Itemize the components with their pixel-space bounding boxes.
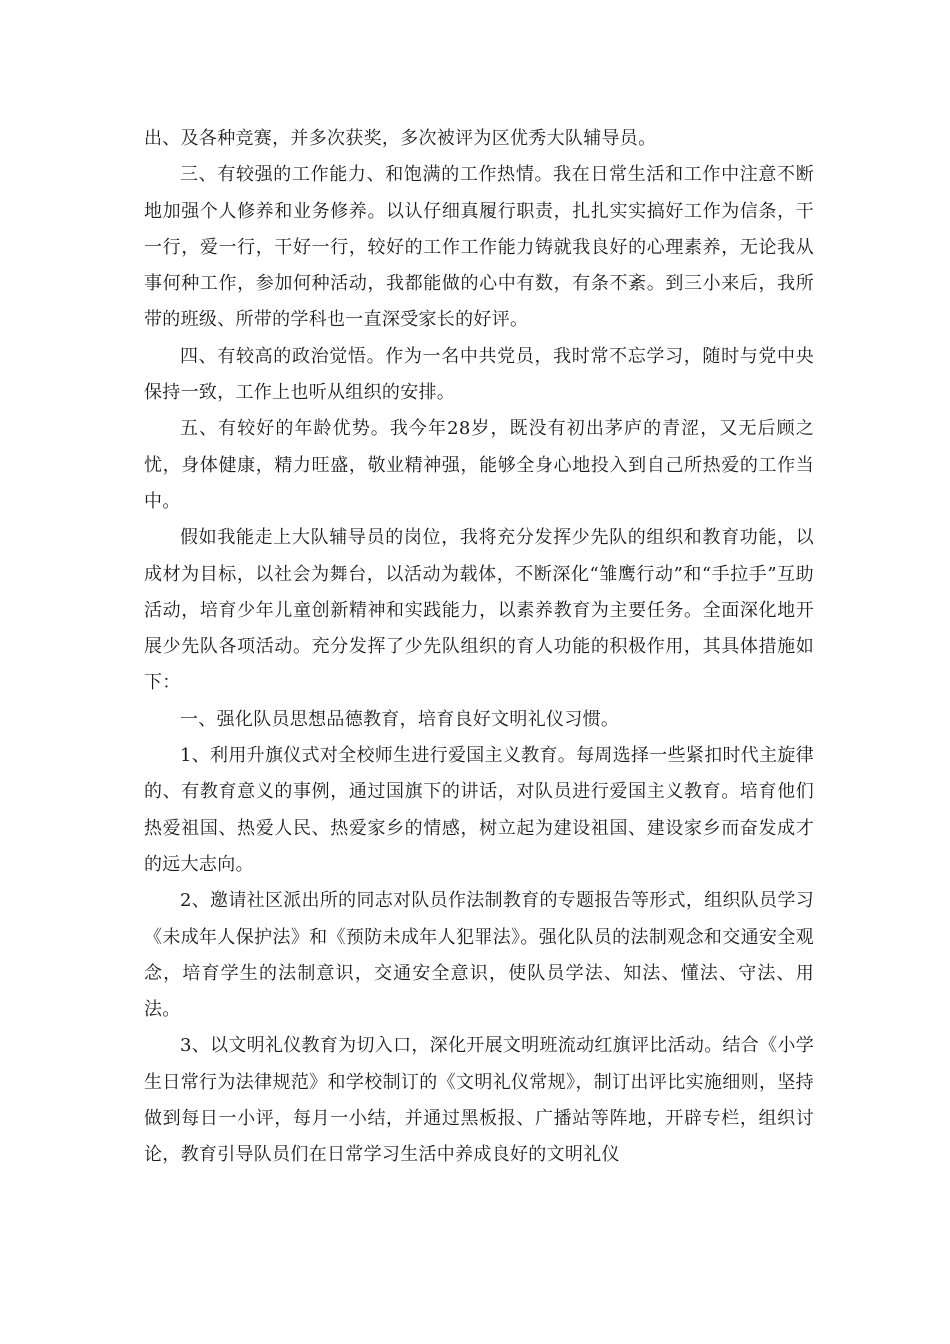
section-heading-moral-education: 一、强化队员思想品德教育，培育良好文明礼仪习惯。 bbox=[180, 708, 620, 730]
paragraph-measure-1: 1、利用升旗仪式对全校师生进行爱国主义教育。每周选择一些紧扣时代主旋律的、有教育意义的事例，通过国旗下的讲话，对队员进行爱国主义教育。培育他们热爱祖国、热爱人民、热爱家乡的情感，树立起为建设祖国、建设家乡而奋发成才的远大志向。 bbox=[144, 745, 814, 875]
paragraph-continued: 出、及各种竞赛，并多次获奖，多次被评为区优秀大队辅导员。 bbox=[144, 128, 657, 149]
paragraph-plan-intro: 假如我能走上大队辅导员的岗位，我将充分发挥少先队的组织和教育功能，以成材为目标，以社会为舞台，以活动为载体，不断深化“雏鹰行动”和“手拉手”互助活动，培育少年儿童创新精神和实践能力，以素养教育为主要任务。全面深化地开展少先队各项活动。充分发挥了少先队组织的育人功能的积极作用，其具体措施如下： bbox=[144, 527, 814, 694]
paragraph-age-advantage: 五、有较好的年龄优势。我今年28岁，既没有初出茅庐的青涩，又无后顾之忧，身体健康，精力旺盛，敬业精神强，能够全身心地投入到自己所热爱的工作当中。 bbox=[144, 418, 814, 512]
paragraph-measure-3: 3、以文明礼仪教育为切入口，深化开展文明班流动红旗评比活动。结合《小学生日常行为法律规范》和学校制订的《文明礼仪常规》，制订出评比实施细则，坚持做到每日一小评，每月一小结，并通过黑板报、广播站等阵地，开辟专栏，组织讨论，教育引导队员们在日常学习生活中养成良好的文明礼仪 bbox=[144, 1035, 814, 1166]
paragraph-political-awareness: 四、有较高的政治觉悟。作为一名中共党员，我时常不忘学习，随时与党中央保持一致，工作上也听从组织的安排。 bbox=[144, 345, 814, 404]
paragraph-measure-2: 2、邀请社区派出所的同志对队员作法制教育的专题报告等形式，组织队员学习《未成年人保护法》和《预防未成年人犯罪法》。强化队员的法制观念和交通安全观念，培育学生的法制意识，交通安全意识，使队员学法、知法、懂法、守法、用法。 bbox=[144, 890, 814, 1021]
document-body bbox=[144, 121, 814, 1174]
paragraph-work-ability: 三、有较强的工作能力、和饱满的工作热情。我在日常生活和工作中注意不断地加强个人修养和业务修养。以认仔细真履行职责，扎扎实实搞好工作为信条，干一行，爱一行，干好一行，较好的工作工作能力铸就我良好的心理素养，无论我从事何种工作，参加何种活动，我都能做的心中有数，有条不紊。到三小来后，我所带的班级、所带的学科也一直深受家长的好评。 bbox=[144, 164, 814, 331]
